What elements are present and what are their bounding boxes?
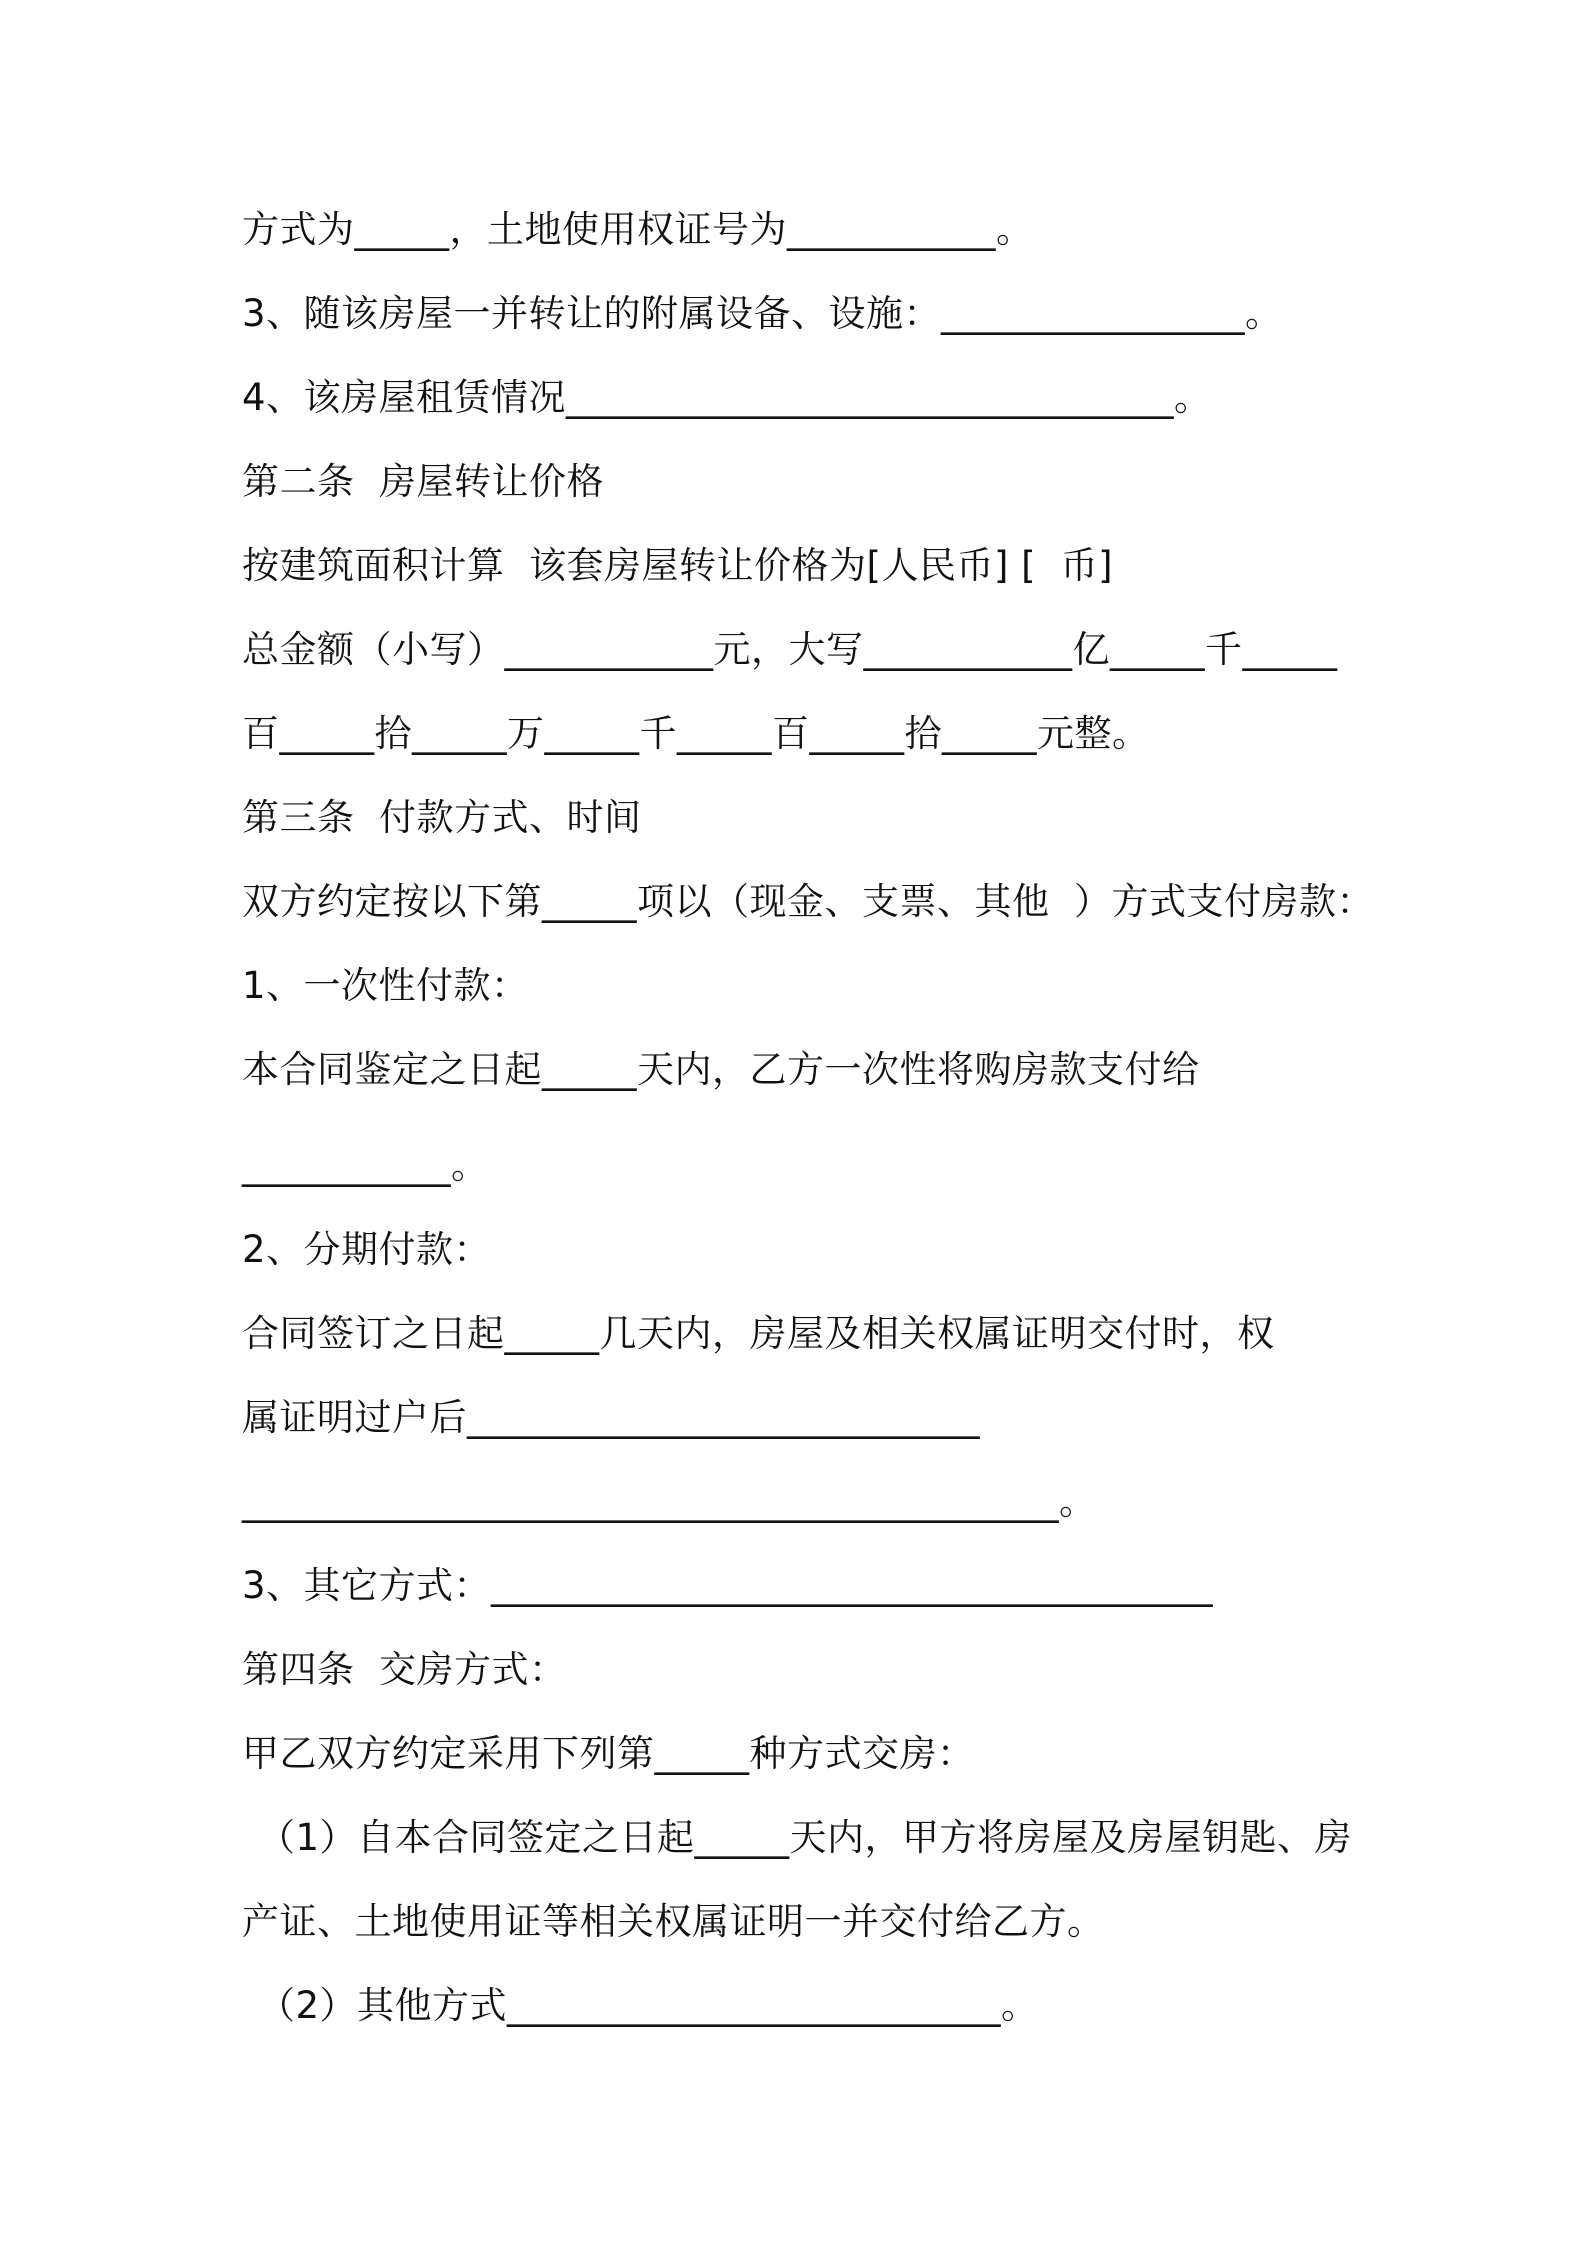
text-line-delivery-option-1: （1）自本合同签定之日起_____天内，甲方将房屋及房屋钥匙、房 (258, 1816, 1353, 1859)
text-line-installment-blank: ___________________________________________。 (242, 1480, 1097, 1523)
text-line-total-amount: 总金额（小写）___________元，大写___________亿_____千_____ (242, 628, 1338, 671)
article-4-heading: 第四条 交房方式： (242, 1648, 567, 1691)
text-line-delivery-option-1-cont: 产证、土地使用证等相关权属证明一并交付给乙方。 (242, 1900, 1105, 1943)
text-line-lease-status: 4、该房屋租赁情况________________________________。 (242, 376, 1212, 419)
text-line-land-use: 方式为_____，土地使用权证号为___________。 (242, 208, 1034, 251)
text-line-delivery-option-2: （2）其他方式__________________________。 (258, 1984, 1039, 2027)
text-line-installment-terms: 合同签订之日起_____几天内，房屋及相关权属证明交付时，权 (242, 1312, 1275, 1355)
text-line-amount-words: 百_____拾_____万_____千_____百_____拾_____元整。 (242, 712, 1150, 755)
article-2-heading: 第二条 房屋转让价格 (242, 460, 605, 503)
text-line-payment-method: 双方约定按以下第_____项以（现金、支票、其他 ）方式支付房款： (242, 880, 1375, 923)
text-line-delivery-choice: 甲乙双方约定采用下列第_____种方式交房： (242, 1732, 975, 1775)
article-3-heading: 第三条 付款方式、时间 (242, 796, 642, 839)
text-line-other-method: 3、其它方式：______________________________________ (242, 1564, 1214, 1607)
text-line-installment-transfer: 属证明过户后___________________________ (242, 1396, 980, 1439)
text-line-lump-sum-payee: ___________。 (242, 1144, 489, 1187)
text-line-lump-sum-terms: 本合同鉴定之日起_____天内，乙方一次性将购房款支付给 (242, 1048, 1200, 1091)
text-line-price-basis: 按建筑面积计算 该套房屋转让价格为[人民币] [ 币] (242, 544, 1114, 587)
text-line-attached-facilities: 3、随该房屋一并转让的附属设备、设施：________________。 (242, 292, 1283, 335)
text-line-lump-sum-heading: 1、一次性付款： (242, 964, 529, 1007)
text-line-installment-heading: 2、分期付款： (242, 1228, 492, 1271)
